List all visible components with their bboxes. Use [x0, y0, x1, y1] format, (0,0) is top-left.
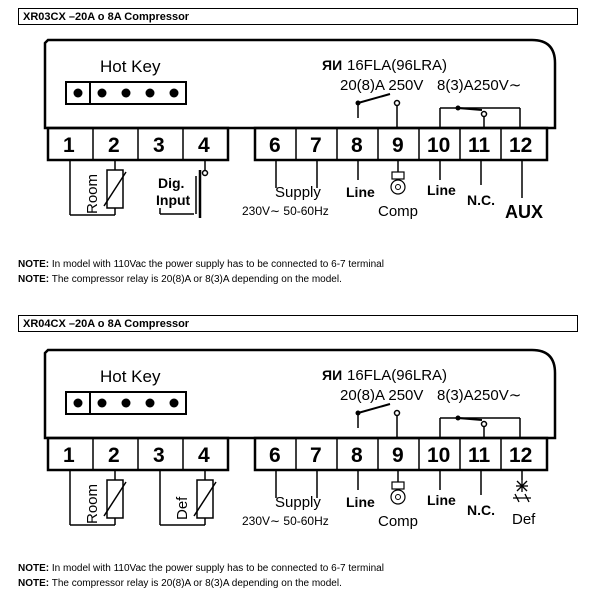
terminal-1: 1: [63, 134, 75, 157]
terminal-11: 11: [468, 444, 491, 467]
def-probe-label: Def: [174, 496, 191, 520]
terminal-11: 11: [468, 134, 491, 157]
terminal-8: 8: [351, 134, 363, 157]
line-label-1: Line: [346, 494, 375, 510]
terminal-4: 4: [198, 444, 210, 467]
supply-label: Supply: [275, 184, 321, 201]
dig-input-label-1: Dig.: [158, 175, 185, 191]
nc-label: N.C.: [467, 502, 495, 518]
terminal-12: 12: [509, 444, 533, 467]
terminal-3: 3: [153, 444, 165, 467]
ul-mark-icon: ЯИ: [322, 367, 343, 383]
terminal-9: 9: [392, 134, 404, 157]
room-probe-label: Room: [84, 483, 101, 524]
terminal-4: 4: [198, 134, 210, 157]
panel1-wiring-diagram: [0, 30, 600, 240]
panel2-title: XR04CX –20A o 8A Compressor: [18, 315, 578, 332]
terminal-10: 10: [427, 134, 451, 157]
terminal-7: 7: [310, 134, 322, 157]
terminal-6: 6: [269, 444, 281, 467]
rating-main: 16FLA(96LRA): [347, 367, 448, 384]
terminal-1: 1: [63, 444, 75, 467]
line-label-2: Line: [427, 182, 456, 198]
compressor-icon: [391, 172, 405, 194]
terminal-2: 2: [108, 444, 120, 467]
defrost-snowflake-icon: [513, 480, 531, 502]
panel1-note-1: NOTE: In model with 110Vac the power supply has to be connected to 6-7 terminal: [18, 259, 384, 270]
relay2-rating: 8(3)A250V∼: [437, 387, 522, 404]
line-label-2: Line: [427, 492, 456, 508]
comp-label: Comp: [378, 203, 419, 220]
panel2-note-1: NOTE: In model with 110Vac the power supply has to be connected to 6-7 terminal: [18, 563, 384, 574]
nc-label: N.C.: [467, 192, 495, 208]
relay1-rating: 20(8)A 250V: [340, 387, 424, 404]
panel1-note-2: NOTE: The compressor relay is 20(8)A or 8(3)A depending on the model.: [18, 274, 342, 285]
line-label-1: Line: [346, 184, 375, 200]
panel2-note-2: NOTE: The compressor relay is 20(8)A or 8(3)A depending on the model.: [18, 578, 342, 589]
hot-key-label: Hot Key: [100, 367, 161, 386]
rating-main: 16FLA(96LRA): [347, 57, 448, 74]
terminal-12: 12: [509, 134, 533, 157]
relay1-rating: 20(8)A 250V: [340, 77, 424, 94]
terminal-3: 3: [153, 134, 165, 157]
ul-mark-icon: ЯИ: [322, 57, 343, 73]
aux-output-label: AUX: [505, 202, 544, 222]
terminal-6: 6: [269, 134, 281, 157]
terminal-10: 10: [427, 444, 451, 467]
terminal-7: 7: [310, 444, 322, 467]
panel1-title: XR03CX –20A o 8A Compressor: [18, 8, 578, 25]
dig-input-label-2: Input: [156, 192, 191, 208]
panel2-wiring-diagram: [0, 340, 600, 550]
supply-label: Supply: [275, 494, 321, 511]
room-probe-label: Room: [84, 173, 101, 214]
compressor-icon: [391, 482, 405, 504]
relay2-rating: 8(3)A250V∼: [437, 77, 522, 94]
comp-label: Comp: [378, 513, 419, 530]
def-output-label: Def: [512, 511, 536, 528]
terminal-2: 2: [108, 134, 120, 157]
hot-key-label: Hot Key: [100, 57, 161, 76]
terminal-8: 8: [351, 444, 363, 467]
supply-spec: 230V∼ 50-60Hz: [242, 514, 329, 528]
terminal-9: 9: [392, 444, 404, 467]
supply-spec: 230V∼ 50-60Hz: [242, 204, 329, 218]
